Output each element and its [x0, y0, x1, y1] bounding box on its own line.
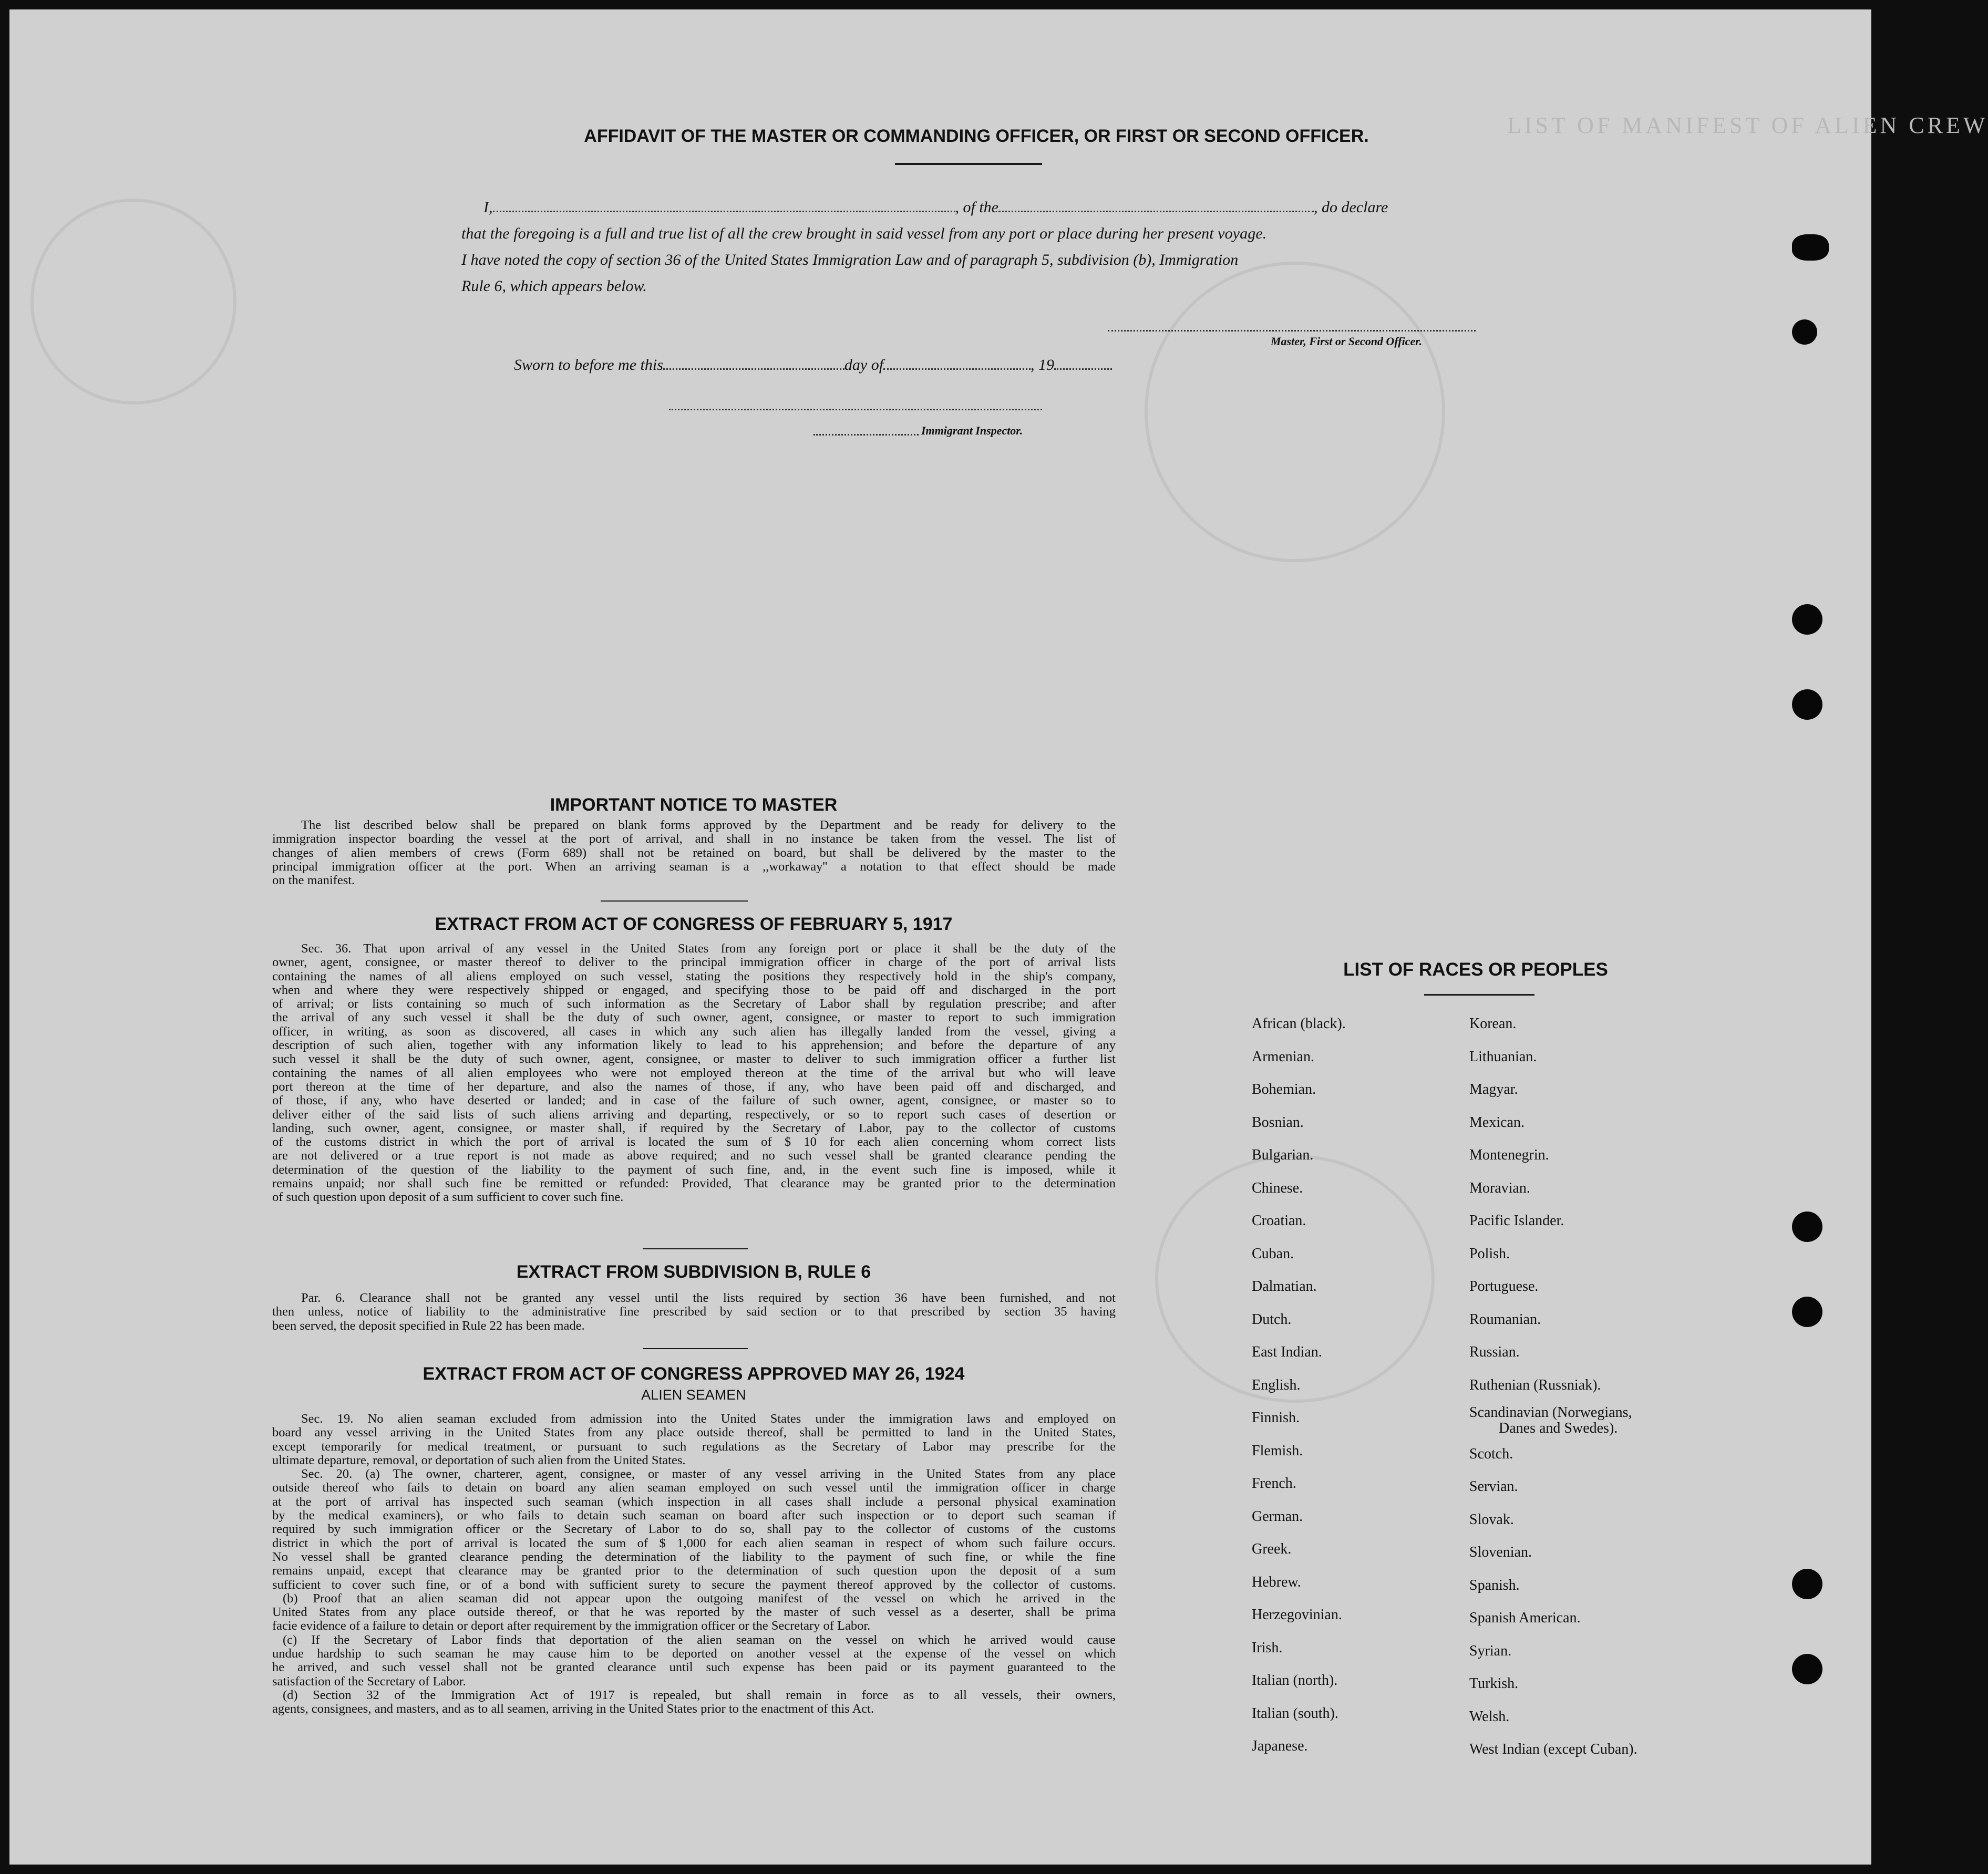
- notice-line: The list described below shall be prepared on blank forms approved by the Department and be ready for delivery to the: [301, 818, 1116, 832]
- affidavit-line-3: I have noted the copy of section 36 of the United States Immigration Law and of paragraph 5, subdivision (b), Immigration: [461, 251, 1239, 268]
- punch-hole: [1792, 1297, 1822, 1327]
- punch-hole: [1792, 1212, 1822, 1242]
- race-item: Bulgarian.: [1252, 1147, 1314, 1163]
- race-item: Welsh.: [1469, 1708, 1510, 1725]
- rule-6-line: then unless, notice of liability to the administrative fine prescribed by said section or to that prescribed by section 35 having: [272, 1304, 1116, 1319]
- punch-hole: [1792, 234, 1829, 261]
- race-item: Irish.: [1252, 1639, 1283, 1656]
- act-1924-line: by the medical examiners), or who fails to detain such seaman on board after such inspection or to deport such seaman if: [272, 1508, 1116, 1523]
- act-1924-subtitle: ALIEN SEAMEN: [641, 1387, 746, 1403]
- race-item: German.: [1252, 1508, 1303, 1525]
- punch-hole: [1792, 1654, 1822, 1684]
- bleed-through-seal: [30, 199, 236, 405]
- act-1917-line: description of such alien, together with any information likely to lead to his apprehension; and before the departure of any: [272, 1038, 1116, 1053]
- act-1924-line: (c) If the Secretary of Labor finds that deportation of the alien seaman on the vessel on which he arrived would cause: [283, 1632, 1116, 1647]
- act-1917-line: are not delivered or a true report is not made as above required; and no such vessel shall be granted clearance pending the: [272, 1148, 1116, 1163]
- race-item: Bohemian.: [1252, 1081, 1316, 1098]
- act-1924-line: Sec. 19. No alien seaman excluded from admission into the United States under the immigration laws and employed on: [301, 1412, 1116, 1426]
- race-item: Montenegrin.: [1469, 1147, 1549, 1163]
- race-item: Slovak.: [1469, 1511, 1514, 1528]
- act-1924-title: EXTRACT FROM ACT OF CONGRESS APPROVED MAY 26, 1924: [423, 1364, 965, 1384]
- affidavit-line-1: [483, 194, 1388, 221]
- race-item: Spanish.: [1469, 1577, 1520, 1593]
- act-1924-line: (b) Proof that an alien seaman did not appear upon the outgoing manifest of the vessel on which he arrived in the: [283, 1591, 1116, 1606]
- day-of-label: day of: [844, 356, 884, 374]
- race-item: Russian.: [1469, 1344, 1520, 1360]
- affidavit-title-rule: [895, 163, 1042, 165]
- act-1917-line: of such question upon deposit of a sum sufficient to cover such fine.: [272, 1190, 624, 1205]
- race-item: Finnish.: [1252, 1410, 1300, 1426]
- race-item: Japanese.: [1252, 1738, 1308, 1754]
- race-item: Scotch.: [1469, 1445, 1513, 1462]
- act-1917-line: containing the names of all alien employees who were not employed thereon at the time of the arrival but who will leave: [272, 1065, 1116, 1080]
- race-item: French.: [1252, 1475, 1296, 1492]
- race-item: Flemish.: [1252, 1442, 1303, 1459]
- race-item-continuation: Danes and Swedes).: [1499, 1420, 1618, 1436]
- race-item: Korean.: [1469, 1016, 1517, 1032]
- race-item: Turkish.: [1469, 1675, 1519, 1692]
- race-item: Armenian.: [1252, 1048, 1314, 1065]
- affidavit-title: AFFIDAVIT OF THE MASTER OR COMMANDING OFFICER, OR FIRST OR SECOND OFFICER.: [584, 126, 1369, 146]
- act-1924-line: (d) Section 32 of the Immigration Act of 1917 is repealed, but shall remain in force as to all vessels, their owners,: [283, 1687, 1116, 1702]
- act-1917-title: EXTRACT FROM ACT OF CONGRESS OF FEBRUARY 5, 1917: [435, 914, 953, 934]
- act-1917-line: containing the names of all aliens employed on such vessel, stating the positions they respectively hold in the ship's company,: [272, 969, 1116, 983]
- section-divider: [601, 900, 748, 902]
- race-item: Lithuanian.: [1469, 1048, 1537, 1065]
- notice-line: on the manifest.: [272, 873, 355, 888]
- bleed-through-text: LIST OF MANIFEST OF ALIEN CREW: [1507, 112, 1988, 138]
- act-1917-line: remains unpaid; nor shall such fine be remitted or refunded: Provided, That clearance may be granted prior to the determination: [272, 1176, 1116, 1191]
- act-1917-line: owner, agent, consignee, or master thereof to deliver to the principal immigration officer in charge of the port of arrival lists: [272, 955, 1116, 970]
- affidavit-i-label: I,: [483, 199, 493, 216]
- section-divider: [643, 1248, 748, 1249]
- act-1924-body: [272, 1412, 1116, 1716]
- act-1924-line: Sec. 20. (a) The owner, charterer, agent, consignee, or master of any vessel arriving in the United States from any place: [301, 1467, 1116, 1482]
- vessel-name-field[interactable]: [998, 197, 1314, 212]
- punch-hole: [1792, 319, 1817, 345]
- races-title: LIST OF RACES OR PEOPLES: [1343, 959, 1608, 980]
- race-item: Pacific Islander.: [1469, 1213, 1564, 1229]
- section-divider: [643, 1348, 748, 1349]
- act-1924-line: he arrived, and such vessel shall not be granted clearance until such expense has been paid or its payment guaranteed to the: [272, 1660, 1116, 1675]
- sworn-day-field[interactable]: [663, 355, 844, 370]
- race-item: Syrian.: [1469, 1642, 1512, 1659]
- race-item: Croatian.: [1252, 1213, 1306, 1229]
- act-1924-line: sufficient to cover such fine, or of a bond with sufficient surety to secure the payment thereof approved by the collector of customs.: [272, 1577, 1116, 1592]
- year-label: , 19: [1031, 356, 1055, 374]
- act-1924-line: satisfaction of the Secretary of Labor.: [272, 1674, 466, 1689]
- affidavit-do-declare-label: , do declare: [1314, 199, 1388, 216]
- notice-line: changes of alien members of crews (Form 689) shall not be retained on board, but shall be delivered by the master to the: [272, 845, 1116, 860]
- act-1924-line: at the port of arrival has inspected such seaman (which inspection in all cases shall include a personal physical examination: [272, 1494, 1116, 1509]
- act-1917-line: officer, in writing, as soon as discovered, all cases in which any such alien has illegally landed from the vessel, giving a: [272, 1024, 1116, 1039]
- race-item: Polish.: [1469, 1245, 1510, 1262]
- act-1924-line: remains unpaid, except that clearance may be granted prior to the determination of such question upon the deposit of a sum: [272, 1564, 1116, 1578]
- punch-hole: [1792, 689, 1822, 720]
- affidavit-of-the-label: , of the: [955, 199, 998, 216]
- race-item: Hebrew.: [1252, 1573, 1301, 1590]
- notice-line: principal immigration officer at the port. When an arriving seaman is a ,,workaway'' a notation to that effect should be made: [272, 859, 1116, 874]
- act-1924-line: required by such immigration officer or the Secretary of Labor to do so, shall pay to the collector of customs of the customs: [272, 1522, 1116, 1537]
- race-item: Magyar.: [1469, 1081, 1518, 1098]
- notice-line: immigration inspector boarding the vessel at the port of arrival, and shall in no instance be taken from the vessel. The list of: [272, 832, 1116, 846]
- act-1924-line: No vessel shall be granted clearance pending the determination of the liability to the payment of such fine, or while the fine: [272, 1549, 1116, 1564]
- race-item: Slovenian.: [1469, 1544, 1532, 1560]
- act-1924-line: except temporarily for medical treatment, or pursuant to such regulations as the Secretary of Labor may prescribe for the: [272, 1439, 1116, 1454]
- races-title-rule: [1424, 994, 1534, 996]
- race-item: Roumanian.: [1469, 1311, 1541, 1328]
- race-item: East Indian.: [1252, 1344, 1322, 1360]
- act-1917-line: of the customs district in which the port of arrival is located the sum of $ 10 for each alien concerning whom correct lists: [272, 1135, 1116, 1150]
- sworn-label: Sworn to before me this: [514, 356, 663, 374]
- act-1924-line: outside thereof who fails to detain on board any alien seaman employed on such vessel until the immigration officer in charge: [272, 1480, 1116, 1495]
- bleed-through-seal: [1145, 262, 1445, 562]
- race-item: African (black).: [1252, 1016, 1346, 1032]
- race-item: Italian (north).: [1252, 1672, 1338, 1689]
- punch-hole: [1792, 1569, 1822, 1599]
- race-item: West Indian (except Cuban).: [1469, 1741, 1637, 1757]
- act-1924-line: district in which the port of arrival is located the sum of $ 1,000 for each alien seaman in respect of whom such failure occurs.: [272, 1536, 1116, 1550]
- race-item: Spanish American.: [1469, 1610, 1581, 1626]
- races-column-1: [1252, 1008, 1346, 1763]
- race-item: Dutch.: [1252, 1311, 1292, 1328]
- act-1917-line: of those, if any, who have deserted or landed; and in case of the failure of such owner, agent, consignee, or master so to: [272, 1093, 1116, 1108]
- punch-hole: [1792, 604, 1822, 635]
- act-1917-body: [272, 942, 1116, 1205]
- affidavit-line-4: Rule 6, which appears below.: [461, 277, 647, 295]
- race-item: Moravian.: [1469, 1179, 1530, 1196]
- race-item: Mexican.: [1469, 1114, 1525, 1131]
- act-1917-line: of arrival; or lists containing so much of such information as the Secretary of Labor shall by regulation prescribe; and after: [272, 997, 1116, 1011]
- act-1917-line: deliver either of the said lists of such aliens arriving and departing, respectively, or so to report such cases of desertion or: [272, 1107, 1116, 1122]
- inspector-field-line[interactable]: [813, 434, 919, 436]
- race-item: Cuban.: [1252, 1245, 1294, 1262]
- rule-6-line: Par. 6. Clearance shall not be granted any vessel until the lists required by section 36 have been furnished, and not: [301, 1291, 1116, 1305]
- rule-6-title: EXTRACT FROM SUBDIVISION B, RULE 6: [516, 1262, 871, 1282]
- inspector-label: Immigrant Inspector.: [921, 424, 1023, 437]
- act-1924-line: board any vessel arriving in the United States from any place outside thereof, shall be permitted to land in the United States,: [272, 1425, 1116, 1440]
- notice-title: IMPORTANT NOTICE TO MASTER: [550, 795, 838, 815]
- rule-6-body: [272, 1291, 1116, 1333]
- affidavit-line-2: that the foregoing is a full and true list of all the crew brought in said vessel from any port or place during her present voyage.: [461, 225, 1267, 242]
- races-column-2: [1469, 1008, 1637, 1766]
- sworn-year-field[interactable]: [1054, 355, 1112, 370]
- act-1924-line: undue hardship to such seaman he may cause him to be deported on another vessel at the expense of the vessel on which: [272, 1647, 1116, 1661]
- officer-name-field[interactable]: [493, 197, 955, 212]
- rule-6-line: been served, the deposit specified in Rule 22 has been made.: [272, 1318, 585, 1333]
- race-item: Portuguese.: [1469, 1278, 1539, 1295]
- act-1917-line: landing, such owner, agent, consignee, or master shall, if required by the Secretary of Labor, pay to the collector of customs: [272, 1121, 1116, 1135]
- race-item: English.: [1252, 1376, 1301, 1393]
- act-1917-line: when and where they were respectively shipped or engaged, and specifying those to be paid off and discharged in the port: [272, 982, 1116, 997]
- race-item: Servian.: [1469, 1478, 1518, 1495]
- inspector-signature-line[interactable]: [669, 409, 1042, 410]
- act-1917-line: port thereon at the time of her departure, and also the names of those, if any, who have been paid off and discharged, and: [272, 1079, 1116, 1094]
- sworn-line: [514, 352, 1112, 378]
- act-1917-line: such vessel it shall be the duty of such owner, agent, consignee, or master to deliver to such immigration officer a further list: [272, 1052, 1116, 1067]
- notice-body: [272, 819, 1116, 887]
- act-1917-line: determination of the question of the liability to the payment of such fine, and, in the event such fine is imposed, while it: [272, 1162, 1116, 1177]
- race-item: Greek.: [1252, 1541, 1292, 1557]
- race-item-multiline: [1469, 1402, 1637, 1438]
- race-item: Herzegovinian.: [1252, 1607, 1342, 1623]
- race-item: Bosnian.: [1252, 1114, 1304, 1131]
- act-1917-line: Sec. 36. That upon arrival of any vessel in the United States from any foreign port or place it shall be the duty of the: [301, 941, 1116, 956]
- act-1917-line: the arrival of any such vessel it shall be the duty of such owner, agent, consignee, or master to report to such immigration: [272, 1010, 1116, 1025]
- act-1924-line: facie evidence of a failure to detain or deport after requirement by the immigration officer or the Secretary of Labor.: [272, 1619, 871, 1633]
- race-item: Ruthenian (Russniak).: [1469, 1376, 1601, 1393]
- race-item: Dalmatian.: [1252, 1278, 1317, 1295]
- race-item: Scandinavian (Norwegians,: [1469, 1404, 1632, 1421]
- act-1924-line: United States from any place outside thereof, or that he was reported by the master of such vessel as a deserter, shall be prima: [272, 1605, 1116, 1620]
- document-page: [9, 9, 1988, 1865]
- race-item: Chinese.: [1252, 1179, 1303, 1196]
- race-item: Italian (south).: [1252, 1705, 1338, 1722]
- act-1924-line: agents, consignees, and masters, and as to all seamen, arriving in the United States prior to the enactment of this Act.: [272, 1702, 874, 1716]
- act-1924-line: ultimate departure, removal, or deportation of such alien from the United States.: [272, 1453, 686, 1467]
- sworn-month-field[interactable]: [883, 355, 1031, 370]
- master-signature-label: Master, First or Second Officer.: [1271, 335, 1423, 348]
